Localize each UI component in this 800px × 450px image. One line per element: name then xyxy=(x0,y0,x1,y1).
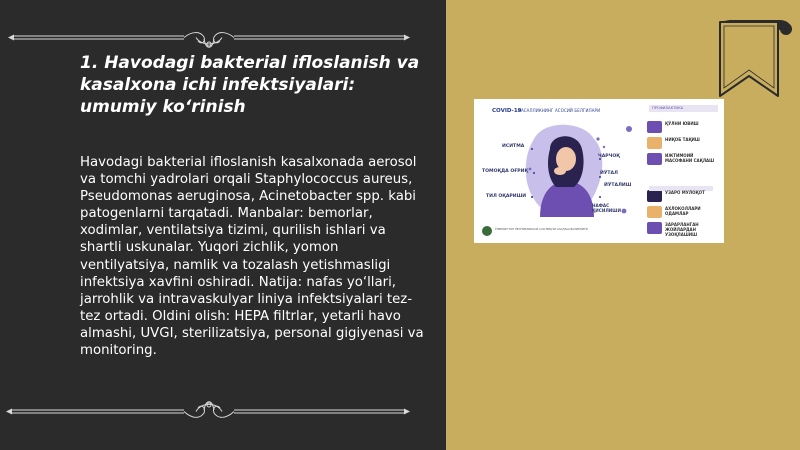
symptom-label: ЙЎТАЛИШ xyxy=(604,183,632,188)
infographic-subtitle: КАСАЛЛИКНИНГ АСОСИЙ БЕЛГИЛАРИ xyxy=(518,108,601,113)
infographic-title: COVID-19 xyxy=(492,108,522,114)
prevention-item-label: ЗАРАРЛАНГАН ЖОЙЛАРДАН УЗОҚЛАШИШ xyxy=(665,222,699,237)
symptom-label: ЙЎТАЛ xyxy=(600,171,618,176)
symptom-label: ЧАРЧОҚ xyxy=(598,154,620,159)
bookmark-ribbon-icon xyxy=(718,20,794,106)
prevention-item xyxy=(647,222,719,236)
prevention-item-label: НИҚОБ ТАҚИШ xyxy=(665,137,700,142)
symptom-label: ТОМОҚДА ОҒРИҚ xyxy=(482,169,529,174)
covid-infographic-image xyxy=(474,99,724,243)
prevention-item xyxy=(647,153,719,167)
prevention-item-label: УЗАРО МУЛОҚОТ xyxy=(665,190,705,195)
bottom-flourish-divider-icon xyxy=(6,395,410,421)
ministry-logo-icon xyxy=(482,226,492,236)
symptom-label: ТИЛ ОҚАРИШИ xyxy=(486,194,527,199)
prevention-item xyxy=(647,121,719,135)
prevention-item-label: АХЛОКОЛЛАРИ ОДАМЛАР xyxy=(665,206,701,216)
infographic-footer: ЎЗБЕКИСТОН РЕСПУБЛИКАСИ СОҒЛИҚНИ САҚЛАШ ВАЗИРЛИГИ xyxy=(495,227,588,231)
infographic-right-header: ПРОФИЛАКТИКА xyxy=(649,105,718,112)
prevention-item-label: ҚЎЛНИ ЮВИШ xyxy=(665,121,699,126)
prevention-item xyxy=(647,190,719,204)
slide-body-text: Havodagi bakterial ifloslanish kasalxonada aerosol va tomchi yadrolari orqali Staphylococcus aureus, Pseudomonas aeruginosa, Acinetobacter spp. kabi patogenlarni tarqatadi. Manbalar: bemorlar, xodimlar, ventilatsiya tizimi, qurilish ishlari va shartli uskunalar. Yuqori zichlik, yomon ventilyatsiya, namlik va tozalash yetishmasligi infektsiya xavfini oshiradi. Natija: nafas yo‘llari, jarrohlik va intravaskulyar liniya infektsiyalari tez-tez ortadi. Oldini olish: HEPA filtrlar, yetarli havo almashi, UVGI, sterilizatsiya, personal gigiyenasi va monitoring. xyxy=(80,155,424,359)
symptom-label: НАФАС ҚИСИЛИШИ xyxy=(592,203,621,213)
prevention-item xyxy=(647,206,719,220)
symptom-label: ИСИТМА xyxy=(502,144,525,149)
prevention-item-label: ИЖТИМОИЙ МАСОФАНИ САҚЛАШ xyxy=(665,153,715,163)
prevention-item xyxy=(647,137,719,151)
slide-title: 1. Havodagi bakterial ifloslanish va kasalxona ichi infektsiyalari: umumiy ko‘rinish xyxy=(80,53,420,117)
